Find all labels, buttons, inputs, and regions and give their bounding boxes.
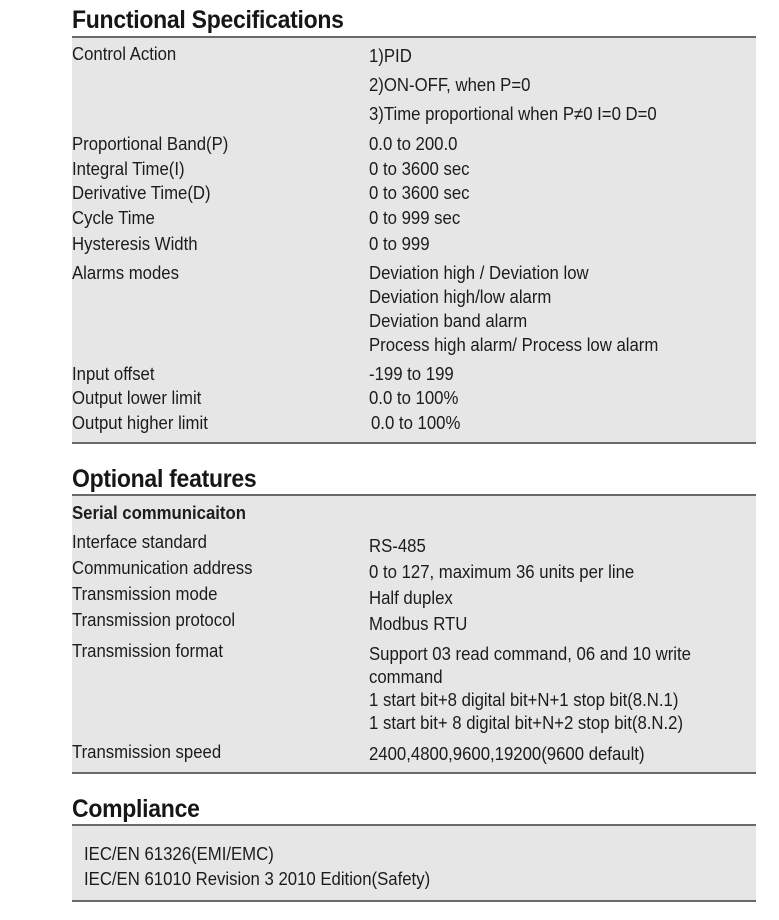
optional-panel — [72, 494, 756, 774]
spec-label: Output higher limit — [72, 413, 208, 433]
spec-label: Proportional Band(P) — [72, 134, 229, 154]
compliance-title: Compliance — [72, 795, 200, 823]
spec-value: 0 to 3600 sec — [369, 183, 470, 203]
spec-label: Control Action — [72, 44, 177, 64]
spec-value: 0 to 3600 sec — [369, 159, 470, 179]
spec-value: 2400,4800,9600,19200(9600 default) — [369, 744, 645, 764]
optional-title: Optional features — [72, 465, 257, 493]
serial-subtitle: Serial communicaiton — [72, 503, 246, 523]
spec-value: 0.0 to 100% — [371, 413, 461, 433]
spec-label: Hysteresis Width — [72, 234, 198, 254]
spec-label: Alarms modes — [72, 263, 179, 283]
spec-value: RS-485 — [369, 536, 426, 556]
compliance-panel — [72, 824, 756, 902]
spec-value: Support 03 read command, 06 and 10 write command 1 start bit+8 digital bit+N+1 stop bit(8.N.1) 1 start bit+ 8 digital bit+N+2 stop bit(8.N.2) — [369, 644, 691, 733]
spec-value: Deviation high / Deviation low Deviation high/low alarm Deviation band alarm Process high alarm/ Process low alarm — [369, 263, 659, 355]
spec-value: -199 to 199 — [369, 364, 454, 384]
spec-label: Cycle Time — [72, 208, 155, 228]
spec-value: 0 to 999 sec — [369, 208, 461, 228]
spec-label: Derivative Time(D) — [72, 183, 211, 203]
compliance-line: IEC/EN 61010 Revision 3 2010 Edition(Safety) — [84, 869, 431, 889]
spec-value: 1)PID 2)ON-OFF, when P=0 3)Time proportional when P≠0 I=0 D=0 — [369, 46, 657, 124]
spec-label: Integral Time(I) — [72, 159, 185, 179]
spec-value: Modbus RTU — [369, 614, 468, 634]
spec-label: Interface standard — [72, 532, 207, 552]
functional-title: Functional Specifications — [72, 6, 344, 34]
spec-value: 0 to 127, maximum 36 units per line — [369, 562, 635, 582]
spec-label: Transmission format — [72, 641, 224, 661]
compliance-line: IEC/EN 61326(EMI/EMC) — [84, 844, 274, 864]
functional-panel — [72, 36, 756, 444]
spec-label: Output lower limit — [72, 388, 202, 408]
spec-value: 0.0 to 100% — [369, 388, 459, 408]
spec-label: Transmission speed — [72, 742, 222, 762]
spec-value: Half duplex — [369, 588, 453, 608]
spec-value: 0.0 to 200.0 — [369, 134, 458, 154]
spec-value: 0 to 999 — [369, 234, 430, 254]
spec-label: Transmission mode — [72, 584, 218, 604]
spec-label: Input offset — [72, 364, 155, 384]
spec-label: Communication address — [72, 558, 253, 578]
spec-label: Transmission protocol — [72, 610, 236, 630]
